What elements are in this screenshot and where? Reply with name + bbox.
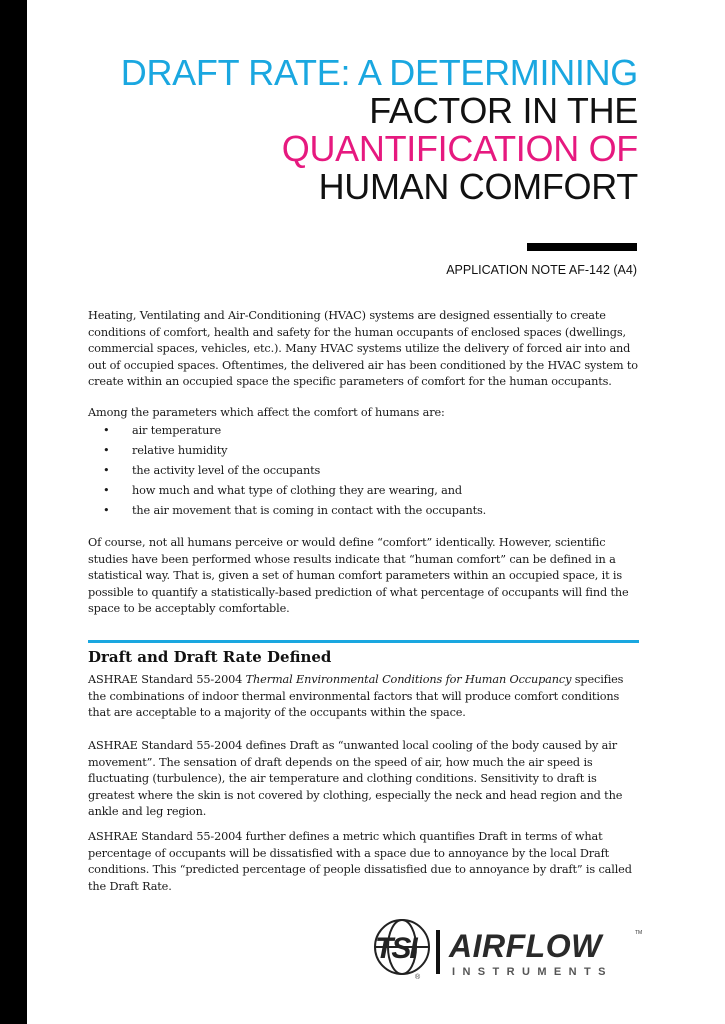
standard-paragraph-1-text xyxy=(88,672,641,722)
draft-rate-definition-text: ASHRAE Standard 55-2004 further defines a metric which quantifies Draft in terms of what percentage of occupants will be dissatisfied with a space due to annoyance by the local Draft conditions. This “predicted percentage of people dissatisfied due to annoyance by draft” is called the Draft Rate. xyxy=(88,830,632,893)
tsi-brand-text: TSI xyxy=(375,932,416,965)
comfort-text: Of course, not all humans perceive or would define “comfort” identically. However, scientific studies have been performed whose results indicate that “human comfort” can be defined in a statistical way. That is, given a set of human comfort parameters within an occupied space, it is possible to quantify a statistically-based prediction of what percentage of occupants will find the space to be acceptably comfortable. xyxy=(88,536,629,615)
title-line-3: QUANTIFICATION OF xyxy=(281,128,638,169)
bullet-icon: • xyxy=(103,504,110,517)
list-item-text: the air movement that is coming in contact with the occupants. xyxy=(132,504,487,517)
logo-divider xyxy=(436,930,440,974)
standard-paragraph-2 xyxy=(88,738,641,821)
list-item-text: relative humidity xyxy=(132,444,228,457)
left-black-bar xyxy=(0,0,27,1024)
registered-mark: ® xyxy=(415,974,421,981)
document-title xyxy=(121,54,638,206)
parameters-lead-text: Among the parameters which affect the comfort of humans are: xyxy=(88,406,445,419)
title-line-2: FACTOR IN THE xyxy=(369,90,638,131)
section-heading: Draft and Draft Rate Defined xyxy=(88,648,332,666)
application-note-label: APPLICATION NOTE AF-142 (A4) xyxy=(446,263,637,277)
title-underline-bar xyxy=(527,243,637,251)
intro-text: Heating, Ventilating and Air-Conditioning (HVAC) systems are designed essentially to create conditions of comfort, health and safety for the human occupants of enclosed spaces (dwellings, commercial spaces, vehicles, etc.). Many HVAC systems utilize the delivery of forced air into and out of occupied spaces. Oftentimes, the delivered air has been conditioned by the HVAC system to create within an occupied space the specific parameters of comfort for the human occupants. xyxy=(88,309,638,388)
standard-ref: ASHRAE Standard 55-2004 xyxy=(88,673,246,686)
list-item xyxy=(88,501,638,521)
title-line-1: DRAFT RATE: A DETERMINING xyxy=(120,52,638,93)
section-divider xyxy=(88,640,639,643)
list-item-text: how much and what type of clothing they are wearing, and xyxy=(132,484,462,497)
list-item xyxy=(88,421,638,441)
standard-paragraph-1 xyxy=(88,672,641,722)
list-item-text: air temperature xyxy=(132,424,221,437)
airflow-brand-text: AIRFLOW xyxy=(449,928,602,964)
trademark-mark: TM xyxy=(635,930,643,936)
bullet-icon: • xyxy=(103,484,110,497)
list-item xyxy=(88,461,638,481)
comfort-paragraph xyxy=(88,535,641,618)
tsi-airflow-logo xyxy=(373,918,641,986)
list-item xyxy=(88,441,638,461)
bullet-icon: • xyxy=(103,464,110,477)
parameters-list xyxy=(88,421,638,521)
draft-definition-text: ASHRAE Standard 55-2004 defines Draft as “unwanted local cooling of the body caused by air movement”. The sensation of draft depends on the speed of air, how much the air speed is fluctuating (turbulence), the air temperature and clothing conditions. Sensitivity to draft is greatest where the skin is not covered by clothing, especially the neck and head region and the ankle and leg region. xyxy=(88,739,623,818)
title-line-4: HUMAN COMFORT xyxy=(318,166,638,207)
standard-description: specifies the combinations of indoor thermal environmental factors that will produce comfort conditions that are acceptable to a majority of the occupants within the space. xyxy=(88,673,624,719)
bullet-icon: • xyxy=(103,444,110,457)
instruments-brand-text: INSTRUMENTS xyxy=(452,966,613,978)
parameters-lead xyxy=(88,405,641,422)
bullet-icon: • xyxy=(103,424,110,437)
list-item-text: the activity level of the occupants xyxy=(132,464,321,477)
list-item xyxy=(88,481,638,501)
standard-paragraph-3 xyxy=(88,829,641,895)
standard-title: Thermal Environmental Conditions for Human Occupancy xyxy=(245,673,572,686)
intro-paragraph xyxy=(88,308,641,391)
